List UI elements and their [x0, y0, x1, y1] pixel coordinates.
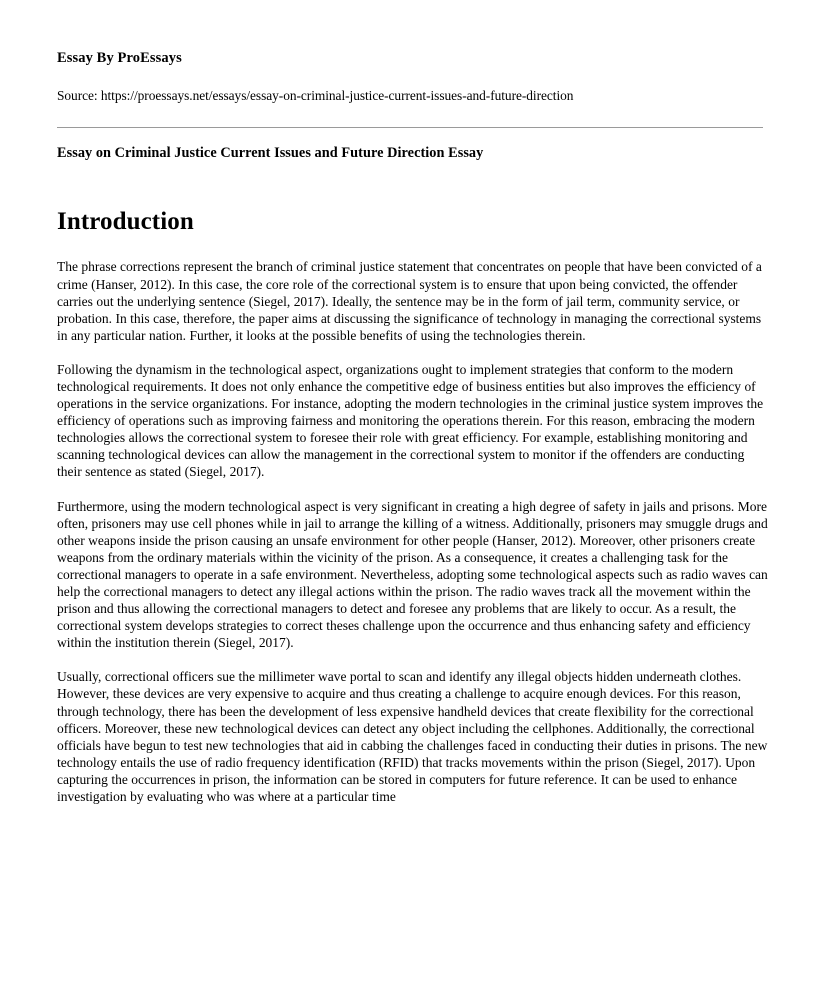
paragraph: Furthermore, using the modern technological aspect is very significant in creating a high degree of safety in jails and prisons. More often, prisoners may use cell phones while in jail to arrange the killing of a witness. Additionally, prisoners may smuggle drugs and other weapons inside the prison causing an unsafe environment for other people (Hanser, 2012). Moreover, other prisoners create weapons from the ordinary materials within the vicinity of the prison. As a consequence, it creates a challenging task for the correctional managers to operate in a safe environment. Nevertheless, adopting some technological aspects such as radio waves can help the correctional managers to detect any illegal actions within the prison. The radio waves track all the movement within the prison and thus allowing the correctional managers to detect and foresee any problems that are likely to occur. As a result, the correctional system develops strategies to correct theses challenge upon the occurrence and thus enhancing safety and efficiency within the institution therein (Siegel, 2017). — [57, 498, 768, 651]
section-heading-introduction: Introduction — [57, 207, 194, 235]
header-divider — [57, 127, 763, 128]
source-line: Source: https://proessays.net/essays/essay-on-criminal-justice-current-issues-and-future-direction — [57, 88, 574, 104]
body-copy — [57, 258, 768, 805]
site-name: Essay By ProEssays — [57, 50, 182, 66]
document-title: Essay on Criminal Justice Current Issues and Future Direction Essay — [57, 144, 484, 161]
paragraph: The phrase corrections represent the branch of criminal justice statement that concentrates on people that have been convicted of a crime (Hanser, 2012). In this case, the core role of the correctional system is to ensure that upon being convicted, the offender carries out the underlying sentence (Siegel, 2017). Ideally, the sentence may be in the form of jail term, community service, or probation. In this case, therefore, the paper aims at discussing the significance of technology in managing the correctional systems in any particular nation. Further, it looks at the possible benefits of using the technologies therein. — [57, 259, 762, 343]
paragraph: Following the dynamism in the technological aspect, organizations ought to implement strategies that conform to the modern technological requirements. It does not only enhance the competitive edge of business entities but also improves the efficiency of operations in the service organizations. For instance, adopting the modern technologies in the criminal justice system improves the efficiency of operations such as improving fairness and monitoring the operations therein. For this reason, embracing the modern technologies allows the correctional system to foresee their role with great efficiency. For example, establishing monitoring and scanning technological devices can allow the management in the correctional system to monitor if the offenders are conducting their sentence as stated (Siegel, 2017). — [57, 361, 764, 480]
paragraph: Usually, correctional officers sue the millimeter wave portal to scan and identify any illegal objects hidden underneath clothes. However, these devices are very expensive to acquire and thus creating a challenge to acquire enough devices. For this reason, through technology, there has been the development of less expensive handheld devices that create flexibility for the correctional officers. Moreover, these new technological devices can detect any object including the cellphones. Additionally, the correctional officials have begun to test new technologies that aid in cabbing the challenges faced in conducting their duties in prisons. The new technology entails the use of radio frequency identification (RFID) that tracks movements within the prison (Siegel, 2017). Upon capturing the occurrences in prison, the information can be stored in computers for future reference. It can be used to enhance investigation by evaluating who was where at a particular time — [57, 669, 768, 805]
